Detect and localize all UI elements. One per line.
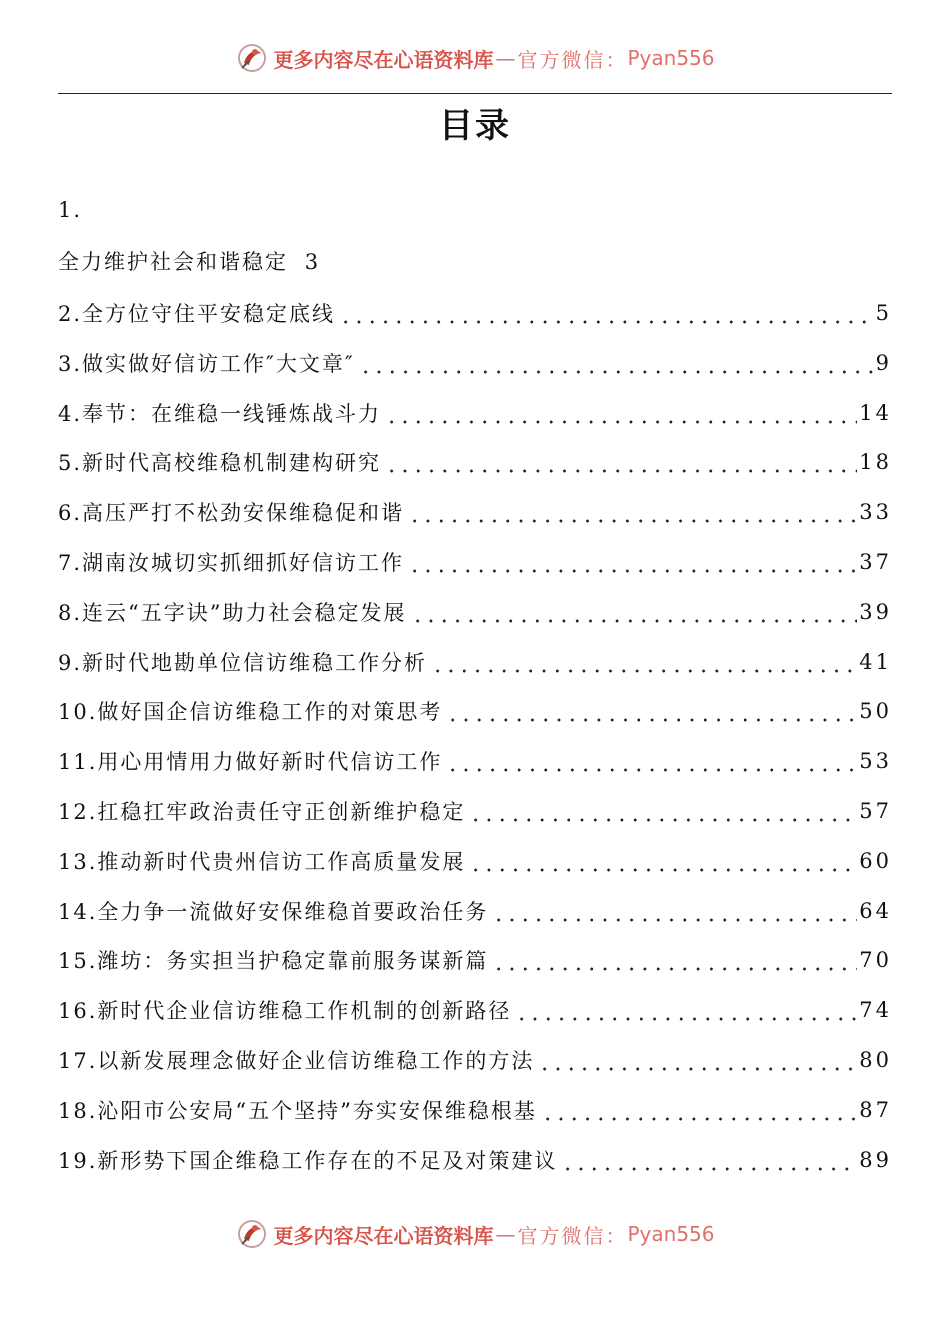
toc-item-title: 18.沁阳市公安局“五个坚持”夯实安保维稳根基 bbox=[58, 1098, 537, 1123]
toc-item-1-page: 3 bbox=[304, 250, 321, 274]
toc-leader-dots bbox=[513, 999, 857, 1021]
toc-leader-dots bbox=[490, 949, 857, 971]
toc-item-title: 3.做实做好信访工作″大文章″ bbox=[58, 351, 355, 376]
toc-leader-dots bbox=[559, 1149, 857, 1171]
toc-leader-dots bbox=[383, 402, 857, 424]
toc-leader-dots bbox=[467, 800, 857, 822]
toc-item-title: 7.湖南汝城切实抓细抓好信访工作 bbox=[58, 551, 405, 575]
toc-item-page: 80 bbox=[859, 1048, 892, 1072]
toc-item[interactable] bbox=[58, 544, 892, 580]
toc-item[interactable] bbox=[58, 893, 892, 929]
toc-item[interactable] bbox=[58, 793, 892, 829]
toc-item[interactable] bbox=[58, 1042, 892, 1078]
toc-item-1[interactable] bbox=[58, 246, 320, 276]
toc-leader-dots bbox=[406, 501, 857, 523]
header-divider bbox=[58, 93, 892, 94]
toc-item-title: 9.新时代地勘单位信访维稳工作分析 bbox=[58, 650, 428, 675]
banner-wechat-label: 官方微信： bbox=[517, 47, 628, 72]
toc-item[interactable] bbox=[58, 444, 892, 480]
toc-item[interactable] bbox=[58, 1092, 892, 1128]
page-title: 目录 bbox=[439, 106, 511, 146]
toc-item-page: 33 bbox=[859, 500, 892, 525]
toc-item-1-number: 1. bbox=[58, 198, 83, 222]
toc-leader-dots bbox=[337, 302, 874, 324]
toc-leader-dots bbox=[536, 1049, 857, 1071]
toc-item-title: 15.潍坊：务实担当护稳定靠前服务谋新篇 bbox=[58, 949, 489, 974]
toc-item-page: 41 bbox=[859, 649, 892, 674]
toc-item[interactable] bbox=[58, 594, 892, 630]
toc-leader-dots bbox=[406, 551, 857, 573]
toc-item-page: 60 bbox=[859, 848, 892, 873]
toc-leader-dots bbox=[467, 850, 857, 872]
toc-leader-dots bbox=[383, 451, 857, 473]
banner-wechat-id: Pyan556 bbox=[627, 46, 715, 70]
toc-leader-dots bbox=[490, 900, 857, 922]
toc-item[interactable] bbox=[58, 345, 892, 381]
toc-item-page: 14 bbox=[859, 400, 892, 425]
toc-leader-dots bbox=[409, 601, 858, 623]
toc-item-page: 18 bbox=[859, 450, 892, 475]
toc-item-page: 57 bbox=[859, 799, 892, 823]
toc-item-page: 64 bbox=[859, 898, 892, 923]
toc-item-page: 53 bbox=[859, 749, 892, 774]
toc-item-title: 2.全方位守住平安稳定底线 bbox=[58, 302, 336, 326]
banner-wechat-label: 官方微信： bbox=[517, 1223, 628, 1248]
toc-item[interactable] bbox=[58, 743, 892, 779]
toc-item-page: 5 bbox=[875, 301, 892, 325]
toc-item-title: 10.做好国企信访维稳工作的对策思考 bbox=[58, 700, 443, 725]
toc-item-1-title: 全力维护社会和谐稳定 bbox=[58, 250, 288, 274]
toc-item[interactable] bbox=[58, 843, 892, 879]
toc-item-page: 50 bbox=[859, 699, 892, 724]
toc-item-title: 14.全力争一流做好安保维稳首要政治任务 bbox=[58, 899, 489, 924]
toc-item-title: 4.奉节：在维稳一线锤炼战斗力 bbox=[58, 401, 382, 426]
toc-leader-dots bbox=[357, 352, 874, 374]
toc-item[interactable] bbox=[58, 295, 892, 331]
logo-icon bbox=[235, 1217, 269, 1251]
toc-item[interactable] bbox=[58, 395, 892, 431]
toc-item-page: 9 bbox=[875, 350, 892, 375]
toc-item[interactable] bbox=[58, 992, 892, 1028]
toc-item-page: 89 bbox=[859, 1147, 892, 1172]
toc-item-title: 16.新时代企业信访维稳工作机制的创新路径 bbox=[58, 999, 512, 1024]
toc-leader-dots bbox=[539, 1099, 857, 1121]
logo-icon bbox=[235, 41, 269, 75]
toc-leader-dots bbox=[444, 750, 857, 772]
toc-item-title: 13.推动新时代贵州信访工作高质量发展 bbox=[58, 849, 466, 874]
toc-item-title: 5.新时代高校维稳机制建构研究 bbox=[58, 451, 382, 476]
toc-item[interactable] bbox=[58, 693, 892, 729]
toc-item-page: 39 bbox=[859, 599, 892, 624]
toc-item[interactable] bbox=[58, 644, 892, 680]
banner-library-text: 更多内容尽在心语资料库 bbox=[273, 1223, 494, 1248]
banner-wechat-id: Pyan556 bbox=[627, 1222, 715, 1246]
toc-item-page: 87 bbox=[859, 1097, 892, 1122]
toc-item-page: 70 bbox=[859, 948, 892, 973]
toc-item-title: 8.连云“五字诀”助力社会稳定发展 bbox=[58, 600, 407, 625]
header-banner bbox=[0, 38, 950, 78]
toc-item-page: 37 bbox=[859, 550, 892, 574]
toc-item[interactable] bbox=[58, 494, 892, 530]
toc-item-page: 74 bbox=[859, 998, 892, 1023]
toc-item-title: 11.用心用情用力做好新时代信访工作 bbox=[58, 750, 443, 775]
banner-library-text: 更多内容尽在心语资料库 bbox=[273, 47, 494, 72]
banner-dash: — bbox=[495, 1222, 516, 1246]
toc-item-title: 12.扛稳扛牢政治责任守正创新维护稳定 bbox=[58, 800, 466, 824]
toc-item-title: 6.高压严打不松劲安保维稳促和谐 bbox=[58, 501, 405, 526]
toc-leader-dots bbox=[429, 651, 857, 673]
toc-leader-dots bbox=[444, 700, 857, 722]
toc-item[interactable] bbox=[58, 942, 892, 978]
toc-item-title: 17.以新发展理念做好企业信访维稳工作的方法 bbox=[58, 1049, 535, 1073]
footer-banner bbox=[0, 1214, 950, 1254]
banner-dash: — bbox=[495, 46, 516, 70]
toc-item[interactable] bbox=[58, 1142, 892, 1178]
toc-item-title: 19.新形势下国企维稳工作存在的不足及对策建议 bbox=[58, 1148, 558, 1173]
